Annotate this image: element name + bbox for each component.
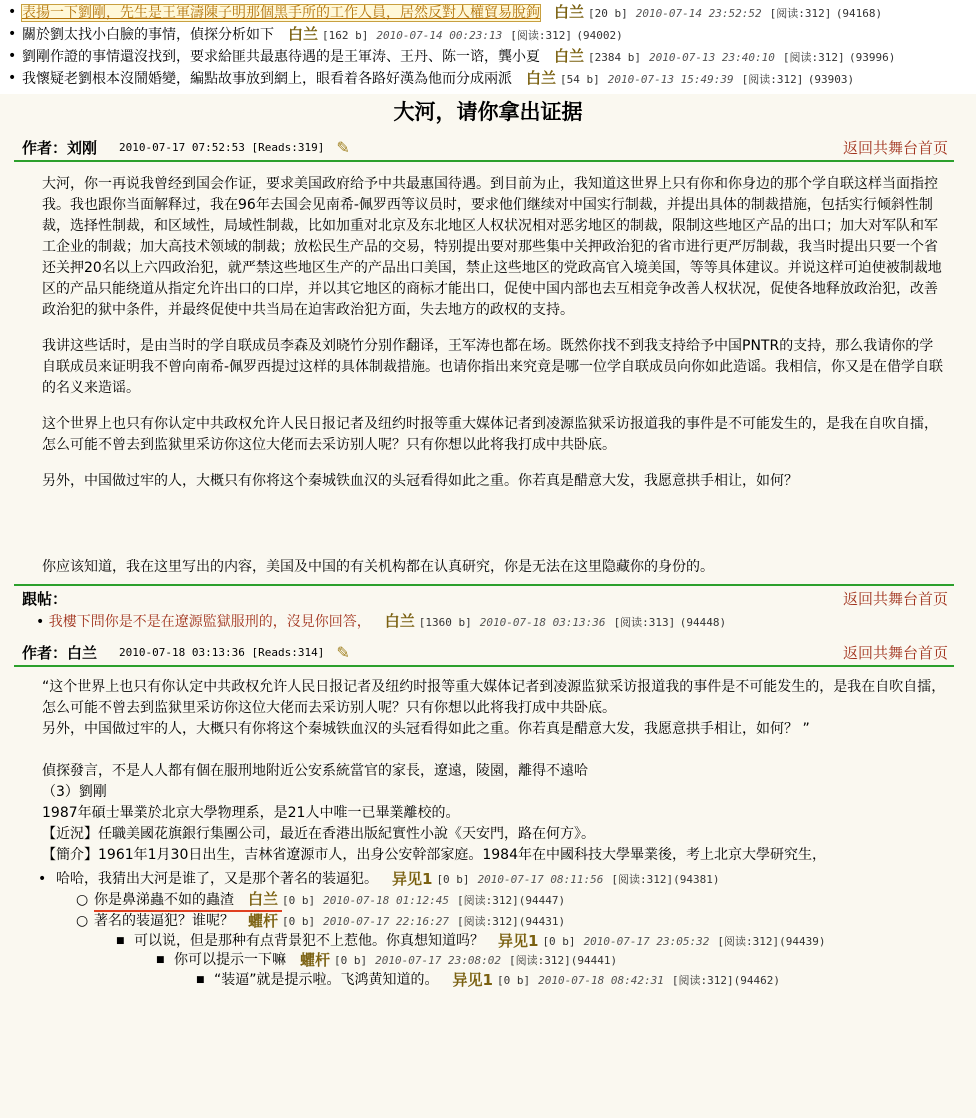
reply-line: 另外，中国做过牢的人，大概只有你将这个秦城铁血汉的头冠看得如此之重。你若真是醋意大发，我愿意拱手相让，如何？ ” (42, 721, 810, 737)
author-link[interactable]: 异见1 (452, 970, 493, 989)
topic-link[interactable]: 著名的装逼犯？谁呢？ (94, 913, 234, 929)
post-meta: 2010-07-17 07:52:53 [Reads:319] (119, 140, 325, 154)
topic-link[interactable]: 我樓下問你是不是在遼源監獄服刑的，沒見你回答， (48, 614, 371, 630)
topic-link[interactable]: 劉剛作證的事情還沒找到，要求給匪共最惠待遇的是王軍涛、王丹、陈一谘，龔小夏 (22, 49, 540, 65)
reply-line: 【簡介】1961年1月30日出生，吉林省遼源市人，出身公安幹部家庭。1984年在中國科技大學畢業後，考上北京大學研究生， (42, 847, 826, 863)
author-link[interactable]: 白兰 (526, 69, 557, 87)
back-to-home-link[interactable]: 返回共舞台首页 (842, 138, 948, 157)
followup-header (0, 586, 976, 610)
topic-link[interactable]: 關於劉太找小白臉的事情，偵探分析如下 (22, 27, 274, 43)
article-paragraph: 我讲这些话时，是由当时的学自联成员李森及刘晓竹分别作翻译，王军涛也都在场。既然你找不到我支持给予中国PNTR的支持，那么我请你的学自联成员来证明我不曾向南希-佩罗西提过这样的具体制裁措施。也请你指出来究竟是哪一位学自联成员向你如此造谣。我相信，你又是在借学自联的名义来造谣。 (42, 338, 944, 396)
author-link[interactable]: 蠷杆 (248, 912, 279, 930)
reply-line: （3）劉剛 (42, 784, 107, 800)
comment-item: ■ 你可以提示一下嘛 蠷杆 [0 b] 2010-07-17 23:08:02 [阅读:312] (94441) (156, 951, 618, 969)
topic-link[interactable]: 表揚一下劉剛，先生是王軍濤陳子明那個黑手所的工作人員，居然反對人權貿易脫鉤 (22, 5, 540, 21)
author-link[interactable]: 蠷杆 (300, 951, 331, 969)
comment-thread (0, 870, 976, 990)
reply-line: 偵探發言，不是人人都有個在服刑地附近公安系統當官的家長，遼遠，陵園，離得不遠哈 (42, 763, 588, 779)
reply-line: 【近況】任職美國花旗銀行集團公司，最近在香港出版紀實性小說《天安門，路在何方》。 (42, 826, 595, 842)
comment-item: ○ 著名的装逼犯？谁呢？ 蠷杆 [0 b] 2010-07-17 22:16:27 [阅读:312] (94431) (76, 912, 566, 930)
article-paragraph: 大河，你一再说我曾经到国会作证，要求美国政府给予中共最惠国待遇。到目前为止，我知道这世界上只有你和你身边的那个学自联这样当面指控我。我也跟你当面解释过，我在96年去国会见南希-佩罗西等议员时，要求他们继续对中国实行制裁，并提出具体的制裁措施，包括实行倾斜性制裁，选择性制裁，和区域性，局域性制裁，比如加重对北京及东北地区人权状况相对恶劣地区的制裁，限制这些地区产品的出口；加大对军队和军工企业的制裁；加大高技术领域的制裁；放松民生产品的交易，特别提出要对那些集中关押政治犯的省市进行更严厉制裁，我当时提出只要一个省还关押20名以上六四政治犯，就严禁这些地区生产的产品出口美国，禁止这些地区的党政高官入境美国，等等具体建议。并说这样可迫使被制裁地区的产品只能绕道从指定允许出口的口岸，并以其它地区的商标才能出口，促使中国内部也去互相竞争改善人权状况，促使各地释放政治犯，改善政治犯的狱中条件，并最终促使中共当局在迫害政治犯方面，失去地方的政权的支持。 (42, 176, 942, 318)
article-body (0, 162, 976, 578)
followup-item: • 我樓下問你是不是在遼源監獄服刑的，沒見你回答， 白兰 [1360 b] 2010-07-18 03:13:36 [阅读:313] (94448) (36, 612, 727, 630)
author-link[interactable]: 异见1 (392, 870, 433, 888)
reply-header (0, 639, 976, 665)
author-link[interactable]: 白兰 (288, 25, 319, 43)
article-paragraph: 这个世界上也只有你认定中共政权允许人民日报记者及纽约时报等重大媒体记者到凌源监狱采访报道我的事件是不可能发生的，是我在自吹自擂，怎么可能不曾去到监狱里采访你这位大佬而去采访别人呢？只有你想以此将我打成中共卧底。 (42, 416, 938, 453)
author-link[interactable]: 白兰 (384, 612, 415, 630)
reply-line: 1987年碩士畢業於北京大學物理系，是21人中唯一已畢業離校的。 (42, 805, 460, 821)
topic-link[interactable]: 可以说，但是那种有点背景犯不上惹他。你真想知道吗？ (134, 932, 484, 949)
author-link[interactable]: 白兰 (248, 889, 279, 908)
post-meta: 2010-07-18 03:13:36 [Reads:314] (119, 645, 325, 659)
article-paragraph: 另外，中国做过牢的人，大概只有你将这个秦城铁血汉的头冠看得如此之重。你若真是醋意大发，我愿意拱手相让，如何？ (42, 473, 798, 489)
topic-link[interactable]: 你可以提示一下嘛 (174, 952, 286, 968)
comment-item: ■ “装逼”就是提示啦。飞鸿黄知道的。 异见1 [0 b] 2010-07-18 08:42:31 [阅读:312] (94462) (196, 970, 781, 989)
topic-list (0, 0, 976, 94)
followup-label: 跟帖： (22, 589, 68, 608)
list-item: • 劉剛作證的事情還沒找到，要求給匪共最惠待遇的是王軍涛、王丹、陈一谘，龔小夏 白兰 [2384 b] 2010-07-13 23:40:10 [阅读:312] (93996) (8, 47, 896, 65)
list-item: • 表揚一下劉剛，先生是王軍濤陳子明那個黑手所的工作人員，居然反對人權貿易脫鉤 白兰 [20 b] 2010-07-14 23:52:52 [阅读:312] (94168) (8, 3, 883, 21)
topic-link[interactable]: “装逼”就是提示啦。飞鸿黄知道的。 (214, 971, 439, 988)
pencil-icon[interactable]: ✎ (336, 137, 350, 157)
author-link[interactable]: 异见1 (498, 931, 539, 950)
back-to-home-link[interactable]: 返回共舞台首页 (842, 589, 948, 608)
author-label: 作者：白兰 (22, 643, 98, 662)
article-paragraph: 你应该知道，我在这里写出的内容，美国及中国的有关机构都在认真研究，你是无法在这里隐藏你的身份的。 (42, 559, 714, 575)
page-title: 大河，请你拿出证据 (393, 99, 583, 124)
reply-line: “这个世界上也只有你认定中共政权允许人民日报记者及纽约时报等重大媒体记者到凌源监狱采访报道我的事件是不可能发生的，是我在自吹自擂，怎么可能不曾去到监狱里采访你这位大佬而去采访别人呢？只有你想以此将我打成中共卧底。 (42, 679, 946, 716)
list-item: • 我懷疑老劉根本沒鬧婚變，編點故事放到網上，眼看着各路好漢為他而分成兩派 白兰 [54 b] 2010-07-13 15:49:39 [阅读:312] (93903) (8, 69, 855, 87)
author-link[interactable]: 白兰 (554, 47, 585, 65)
topic-link[interactable]: 哈哈，我猜出大河是谁了，又是那个著名的装逼犯。 (56, 871, 378, 887)
author-link[interactable]: 白兰 (554, 3, 585, 21)
topic-link[interactable]: 我懷疑老劉根本沒鬧婚變，編點故事放到網上，眼看着各路好漢為他而分成兩派 (22, 71, 512, 87)
comment-item: ○ 你是鼻涕蟲不如的蟲渣 白兰 [0 b] 2010-07-18 01:12:45 [阅读:312] (94447) (0, 890, 976, 913)
back-to-home-link[interactable]: 返回共舞台首页 (842, 643, 948, 662)
author-label: 作者：刘刚 (22, 138, 98, 157)
list-item: • 關於劉太找小白臉的事情，偵探分析如下 白兰 [162 b] 2010-07-14 00:23:13 [阅读:312] (94002) (8, 25, 623, 43)
comment-item: ■ 可以说，但是那种有点背景犯不上惹他。你真想知道吗？ 异见1 [0 b] 2010-07-17 23:05:32 [阅读:312] (94439) (116, 931, 826, 950)
pencil-icon[interactable]: ✎ (336, 642, 350, 662)
topic-link[interactable]: 你是鼻涕蟲不如的蟲渣 (94, 891, 234, 908)
comment-item: • 哈哈，我猜出大河是谁了，又是那个著名的装逼犯。 异见1 [0 b] 2010-07-17 08:11:56 [阅读:312] (94381) (38, 870, 720, 888)
reply-body (0, 667, 976, 866)
article-header (0, 134, 976, 160)
